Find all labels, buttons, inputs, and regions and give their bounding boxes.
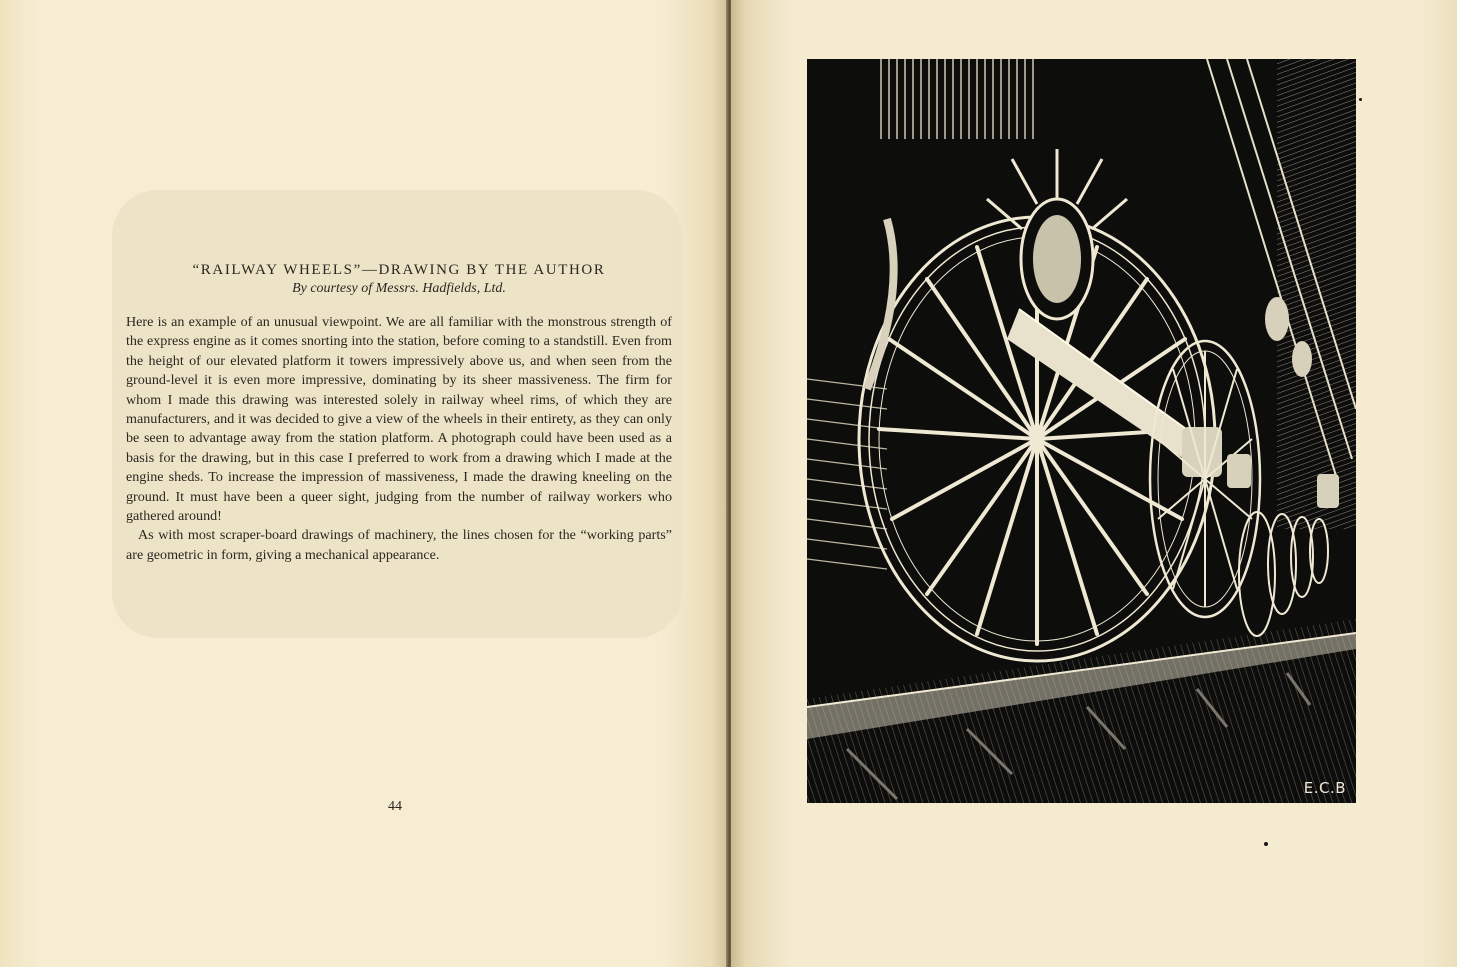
caption-text-block xyxy=(126,262,672,565)
left-page xyxy=(0,0,728,967)
cab-grille xyxy=(877,59,1037,139)
artist-monogram: E.C.B xyxy=(1303,779,1346,797)
body-paragraph-2: As with most scraper-board drawings of machinery, the lines chosen for the “working parts” are geometric in form, giving a mechanical appearance. xyxy=(126,527,672,563)
railway-wheels-illustration xyxy=(807,59,1356,803)
locomotive-wheels-drawing xyxy=(807,59,1356,803)
rear-wheels xyxy=(1239,512,1328,636)
cylinder-lines xyxy=(807,379,887,569)
paper-speck xyxy=(1359,98,1362,101)
courtesy-line: By courtesy of Messrs. Hadfields, Ltd. xyxy=(292,281,506,296)
body-paragraph-1: Here is an example of an unusual viewpoint. We are all familiar with the monstrous strength of the express engine as it comes snorting into the station, before coming to a standstill. Even from the height of our elevated platform it towers impressively above us, and when seen from the ground-level it is even more impressive, dominating by its sheer massiveness. The firm for whom I made this drawing was interested solely in railway wheel rims, of which they are manufacturers, and it was decided to give a view of the wheels in their entirety, as they can only be seen to advantage away from the station platform. A photograph could have been used as a basis for the drawing, but in this case I preferred to work from a drawing which I made at the engine sheds. To increase the impression of massiveness, I made the drawing kneeling on the ground. It must have been a queer sight, judging from the number of railway workers who gathered around! xyxy=(126,314,672,525)
sky-texture xyxy=(1277,59,1356,529)
paper-speck xyxy=(1264,842,1268,846)
caption-heading: “RAILWAY WHEELS”—DRAWING BY THE AUTHOR xyxy=(192,262,606,278)
page-number: 44 xyxy=(388,799,402,814)
